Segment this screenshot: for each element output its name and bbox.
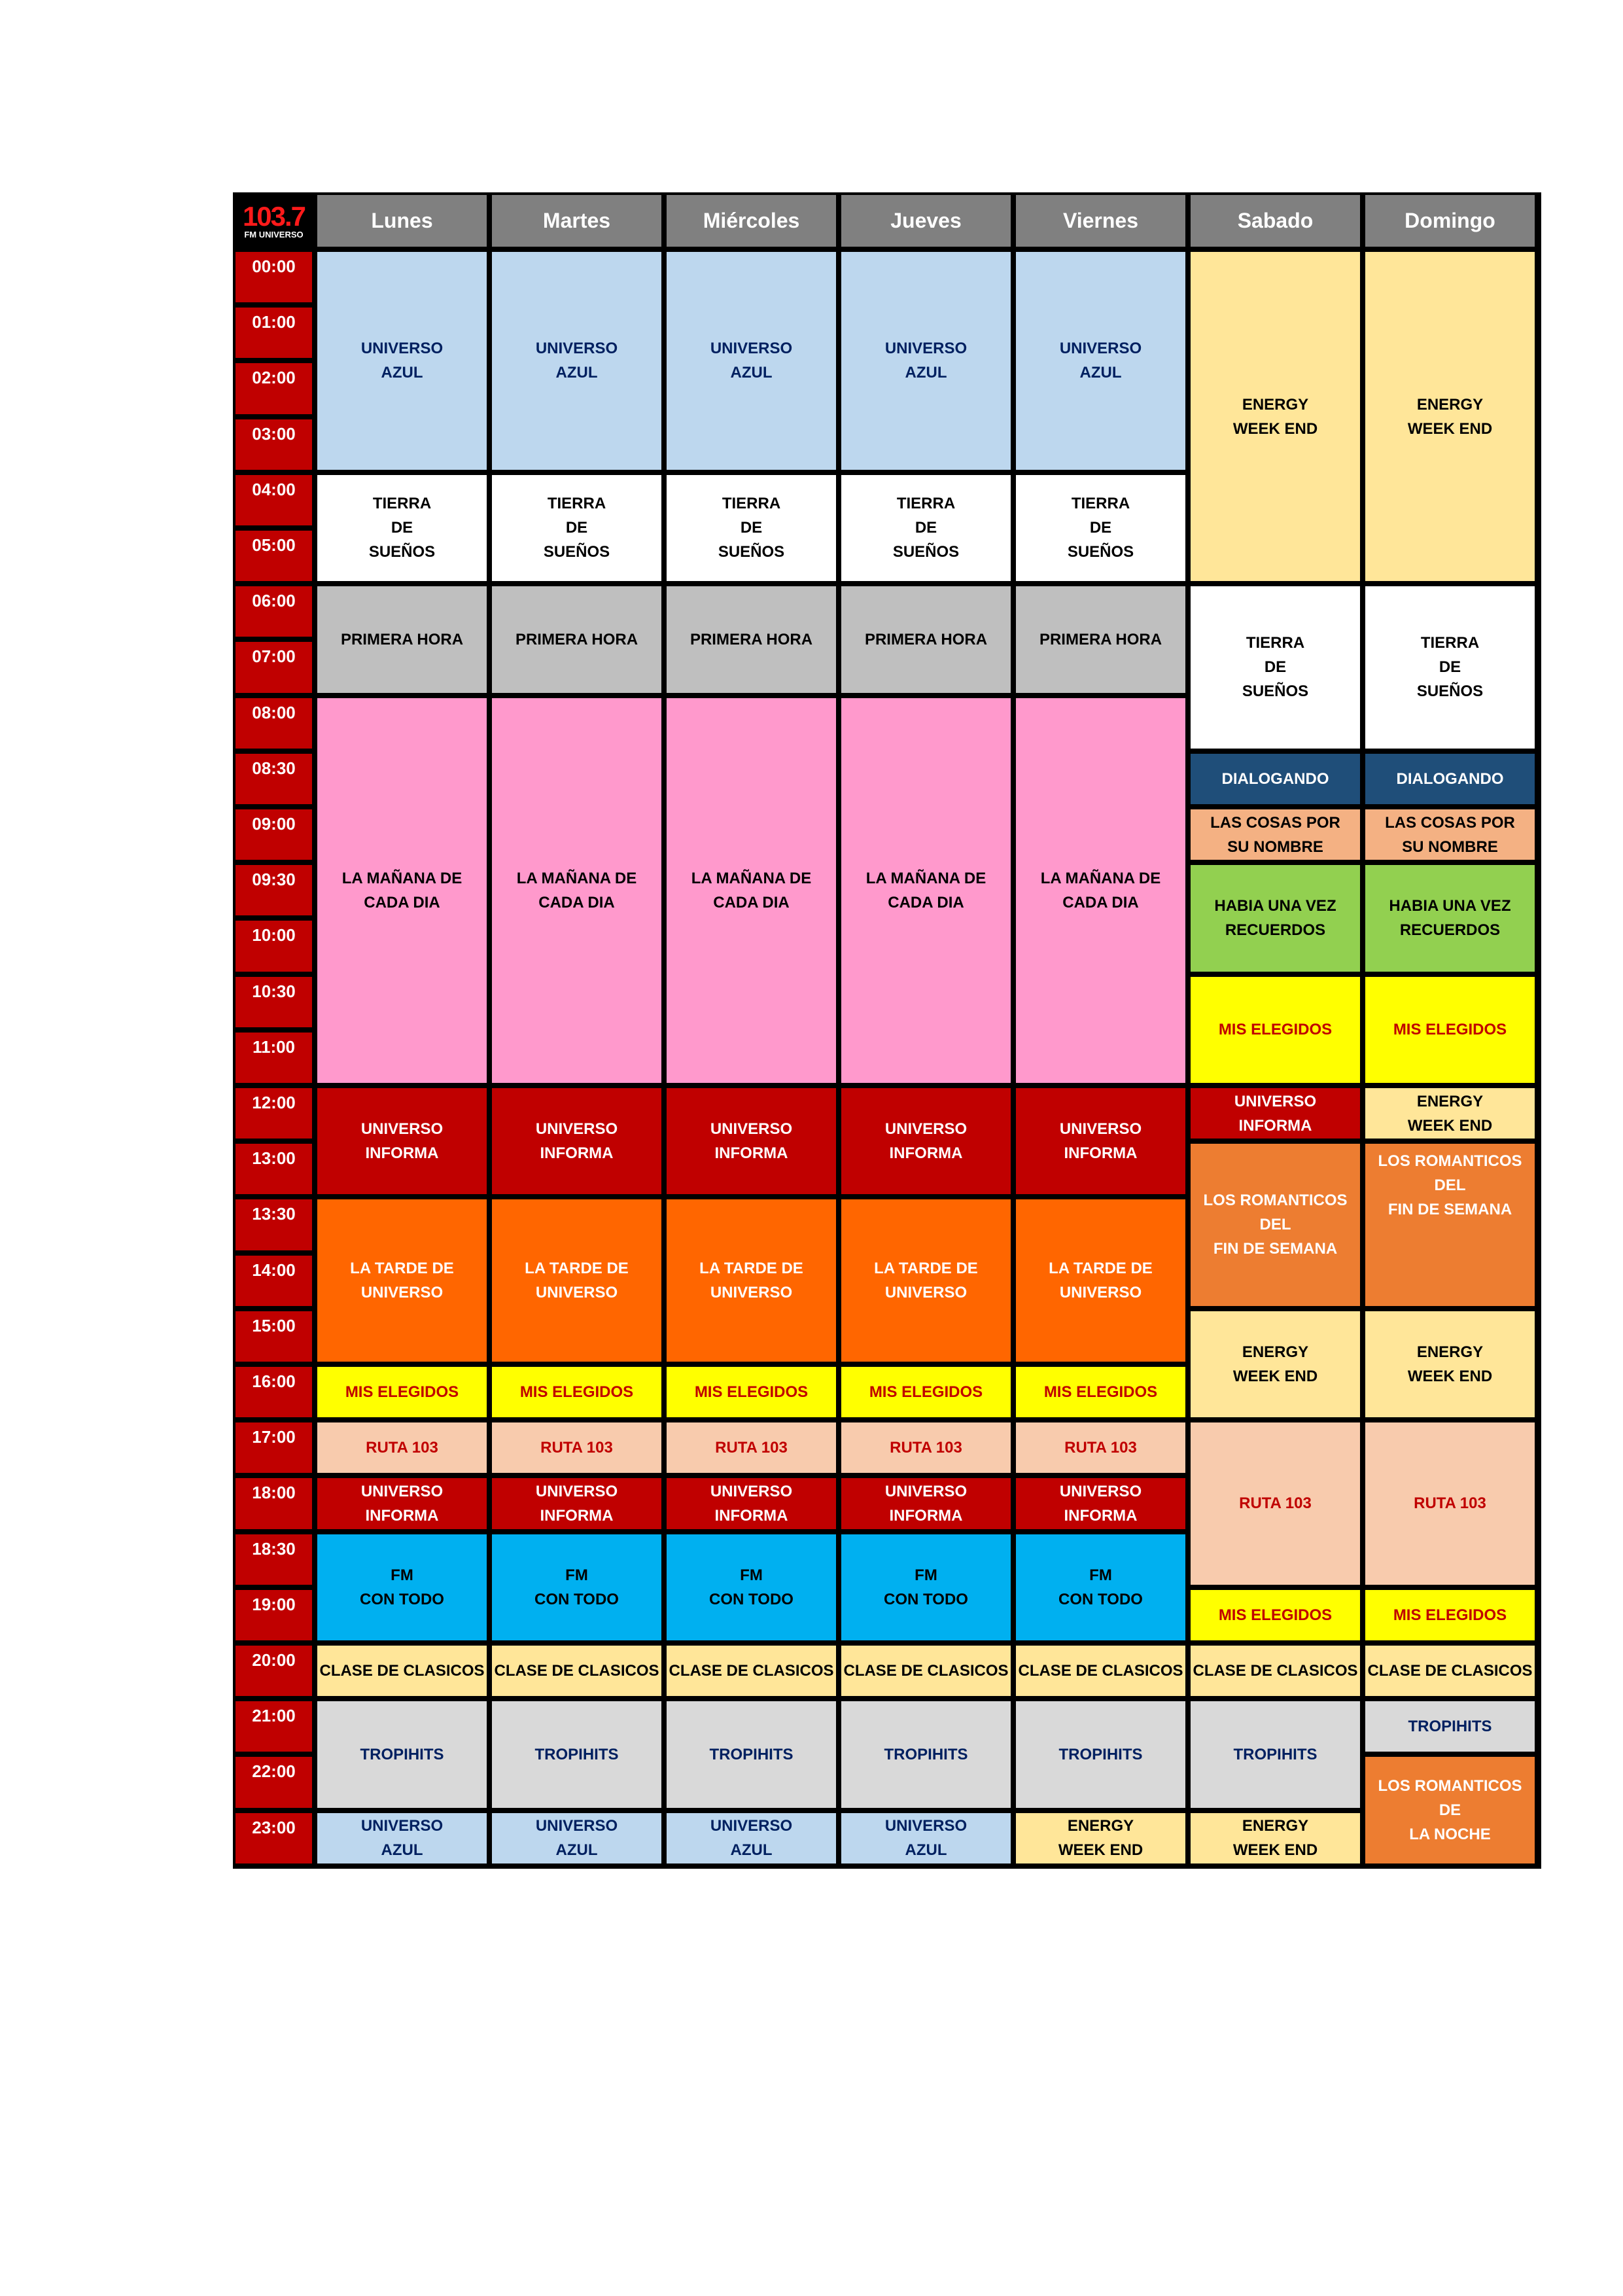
program-block: LA MAÑANA DE CADA DIA	[839, 696, 1013, 1086]
program-block: UNIVERSO AZUL	[489, 1810, 664, 1866]
time-slot-label: 00:00	[233, 249, 315, 305]
day-header-martes: Martes	[489, 192, 664, 249]
program-block: MIS ELEGIDOS	[1188, 1587, 1363, 1643]
program-block: PRIMERA HORA	[315, 584, 489, 695]
time-slot-label: 01:00	[233, 305, 315, 361]
time-slot-label: 08:00	[233, 696, 315, 751]
program-block: ENERGY WEEK END	[1363, 1086, 1537, 1141]
program-block: LOS ROMANTICOS DEL FIN DE SEMANA	[1363, 1141, 1537, 1309]
program-block: RUTA 103	[315, 1420, 489, 1475]
program-block: LA TARDE DE UNIVERSO	[315, 1197, 489, 1364]
program-block: CLASE DE CLASICOS	[315, 1643, 489, 1699]
program-block: RUTA 103	[1363, 1420, 1537, 1587]
program-block: ENERGY WEEK END	[1363, 1309, 1537, 1420]
program-block: DIALOGANDO	[1363, 751, 1537, 807]
program-block: DIALOGANDO	[1188, 751, 1363, 807]
time-slot-label: 08:30	[233, 751, 315, 807]
program-block: TIERRA DE SUEÑOS	[489, 472, 664, 584]
program-block: RUTA 103	[664, 1420, 839, 1475]
program-block: MIS ELEGIDOS	[839, 1364, 1013, 1420]
program-block: TROPIHITS	[1363, 1699, 1537, 1754]
station-logo	[233, 192, 315, 249]
program-block: PRIMERA HORA	[489, 584, 664, 695]
time-slot-label: 10:00	[233, 918, 315, 974]
time-slot-label: 03:00	[233, 417, 315, 472]
program-block: LAS COSAS POR SU NOMBRE	[1363, 807, 1537, 862]
program-block: UNIVERSO AZUL	[664, 1810, 839, 1866]
time-slot-label: 11:00	[233, 1030, 315, 1086]
program-block: LA TARDE DE UNIVERSO	[1013, 1197, 1188, 1364]
program-block: UNIVERSO AZUL	[839, 249, 1013, 472]
program-block: LOS ROMANTICOS DE LA NOCHE	[1363, 1754, 1537, 1865]
program-block: ENERGY WEEK END	[1188, 249, 1363, 584]
day-header-viernes: Viernes	[1013, 192, 1188, 249]
program-block: UNIVERSO INFORMA	[1013, 1475, 1188, 1531]
program-block: HABIA UNA VEZ RECUERDOS	[1363, 862, 1537, 974]
program-block: RUTA 103	[489, 1420, 664, 1475]
program-block: LA MAÑANA DE CADA DIA	[664, 696, 839, 1086]
program-block: UNIVERSO INFORMA	[489, 1475, 664, 1531]
program-block: MIS ELEGIDOS	[489, 1364, 664, 1420]
program-block: UNIVERSO INFORMA	[1013, 1086, 1188, 1197]
time-slot-label: 19:00	[233, 1587, 315, 1643]
program-block: LA MAÑANA DE CADA DIA	[315, 696, 489, 1086]
program-block: MIS ELEGIDOS	[1013, 1364, 1188, 1420]
program-block: PRIMERA HORA	[839, 584, 1013, 695]
program-block: MIS ELEGIDOS	[1188, 974, 1363, 1086]
program-block: MIS ELEGIDOS	[315, 1364, 489, 1420]
time-slot-label: 14:00	[233, 1253, 315, 1309]
program-block: TROPIHITS	[664, 1699, 839, 1810]
program-block: FM CON TODO	[1013, 1532, 1188, 1643]
program-block: UNIVERSO INFORMA	[315, 1086, 489, 1197]
program-block: TROPIHITS	[1188, 1699, 1363, 1810]
program-block: LAS COSAS POR SU NOMBRE	[1188, 807, 1363, 862]
program-block: UNIVERSO INFORMA	[664, 1086, 839, 1197]
program-block: TIERRA DE SUEÑOS	[1013, 472, 1188, 584]
program-block: PRIMERA HORA	[1013, 584, 1188, 695]
program-block: UNIVERSO INFORMA	[664, 1475, 839, 1531]
time-slot-label: 22:00	[233, 1754, 315, 1810]
program-block: ENERGY WEEK END	[1363, 249, 1537, 584]
program-block: ENERGY WEEK END	[1013, 1810, 1188, 1866]
program-block: TIERRA DE SUEÑOS	[315, 472, 489, 584]
time-slot-label: 05:00	[233, 528, 315, 584]
time-slot-label: 21:00	[233, 1699, 315, 1754]
time-slot-label: 09:30	[233, 862, 315, 918]
program-block: UNIVERSO AZUL	[315, 1810, 489, 1866]
logo-number: 103.7	[242, 200, 305, 232]
program-block: TIERRA DE SUEÑOS	[839, 472, 1013, 584]
time-slot-label: 09:00	[233, 807, 315, 862]
program-block: MIS ELEGIDOS	[1363, 974, 1537, 1086]
program-block: HABIA UNA VEZ RECUERDOS	[1188, 862, 1363, 974]
program-block: UNIVERSO AZUL	[1013, 249, 1188, 472]
time-slot-label: 23:00	[233, 1810, 315, 1866]
logo-caption: FM UNIVERSO	[244, 229, 304, 239]
program-block: CLASE DE CLASICOS	[1188, 1643, 1363, 1699]
time-slot-label: 06:00	[233, 584, 315, 639]
day-header-miércoles: Miércoles	[664, 192, 839, 249]
program-block: CLASE DE CLASICOS	[839, 1643, 1013, 1699]
program-block: LA TARDE DE UNIVERSO	[664, 1197, 839, 1364]
program-block: TIERRA DE SUEÑOS	[1363, 584, 1537, 751]
program-block: ENERGY WEEK END	[1188, 1309, 1363, 1420]
time-slot-label: 13:30	[233, 1197, 315, 1252]
program-block: TROPIHITS	[1013, 1699, 1188, 1810]
program-block: LA MAÑANA DE CADA DIA	[489, 696, 664, 1086]
day-header-domingo: Domingo	[1363, 192, 1537, 249]
program-block: CLASE DE CLASICOS	[489, 1643, 664, 1699]
time-slot-label: 10:30	[233, 974, 315, 1030]
time-slot-label: 18:30	[233, 1532, 315, 1587]
program-block: LA TARDE DE UNIVERSO	[489, 1197, 664, 1364]
time-slot-label: 15:00	[233, 1309, 315, 1364]
program-block: CLASE DE CLASICOS	[664, 1643, 839, 1699]
program-block: FM CON TODO	[489, 1532, 664, 1643]
program-block: UNIVERSO INFORMA	[489, 1086, 664, 1197]
program-block: FM CON TODO	[664, 1532, 839, 1643]
program-block: UNIVERSO INFORMA	[839, 1086, 1013, 1197]
program-block: LA MAÑANA DE CADA DIA	[1013, 696, 1188, 1086]
program-block: CLASE DE CLASICOS	[1363, 1643, 1537, 1699]
program-block: TROPIHITS	[315, 1699, 489, 1810]
schedule-grid	[233, 192, 1541, 1869]
program-block: TIERRA DE SUEÑOS	[664, 472, 839, 584]
program-block: RUTA 103	[1013, 1420, 1188, 1475]
program-block: CLASE DE CLASICOS	[1013, 1643, 1188, 1699]
time-slot-label: 17:00	[233, 1420, 315, 1475]
program-block: UNIVERSO AZUL	[315, 249, 489, 472]
program-block: RUTA 103	[1188, 1420, 1363, 1587]
program-block: UNIVERSO INFORMA	[1188, 1086, 1363, 1141]
program-block: PRIMERA HORA	[664, 584, 839, 695]
time-slot-label: 20:00	[233, 1643, 315, 1699]
program-block: MIS ELEGIDOS	[664, 1364, 839, 1420]
time-slot-label: 12:00	[233, 1086, 315, 1141]
program-block: LOS ROMANTICOS DEL FIN DE SEMANA	[1188, 1141, 1363, 1309]
time-slot-label: 18:00	[233, 1475, 315, 1531]
day-header-sabado: Sabado	[1188, 192, 1363, 249]
program-block: ENERGY WEEK END	[1188, 1810, 1363, 1866]
time-slot-label: 13:00	[233, 1141, 315, 1197]
program-block: UNIVERSO AZUL	[489, 249, 664, 472]
program-block: TROPIHITS	[489, 1699, 664, 1810]
time-slot-label: 16:00	[233, 1364, 315, 1420]
program-block: FM CON TODO	[315, 1532, 489, 1643]
time-slot-label: 07:00	[233, 639, 315, 695]
program-block: UNIVERSO INFORMA	[839, 1475, 1013, 1531]
day-header-jueves: Jueves	[839, 192, 1013, 249]
program-block: UNIVERSO INFORMA	[315, 1475, 489, 1531]
program-block: TIERRA DE SUEÑOS	[1188, 584, 1363, 751]
program-block: RUTA 103	[839, 1420, 1013, 1475]
program-block: FM CON TODO	[839, 1532, 1013, 1643]
program-block: UNIVERSO AZUL	[664, 249, 839, 472]
program-block: TROPIHITS	[839, 1699, 1013, 1810]
day-header-lunes: Lunes	[315, 192, 489, 249]
time-slot-label: 02:00	[233, 361, 315, 416]
program-block: UNIVERSO AZUL	[839, 1810, 1013, 1866]
time-slot-label: 04:00	[233, 472, 315, 528]
program-block: MIS ELEGIDOS	[1363, 1587, 1537, 1643]
program-block: LA TARDE DE UNIVERSO	[839, 1197, 1013, 1364]
